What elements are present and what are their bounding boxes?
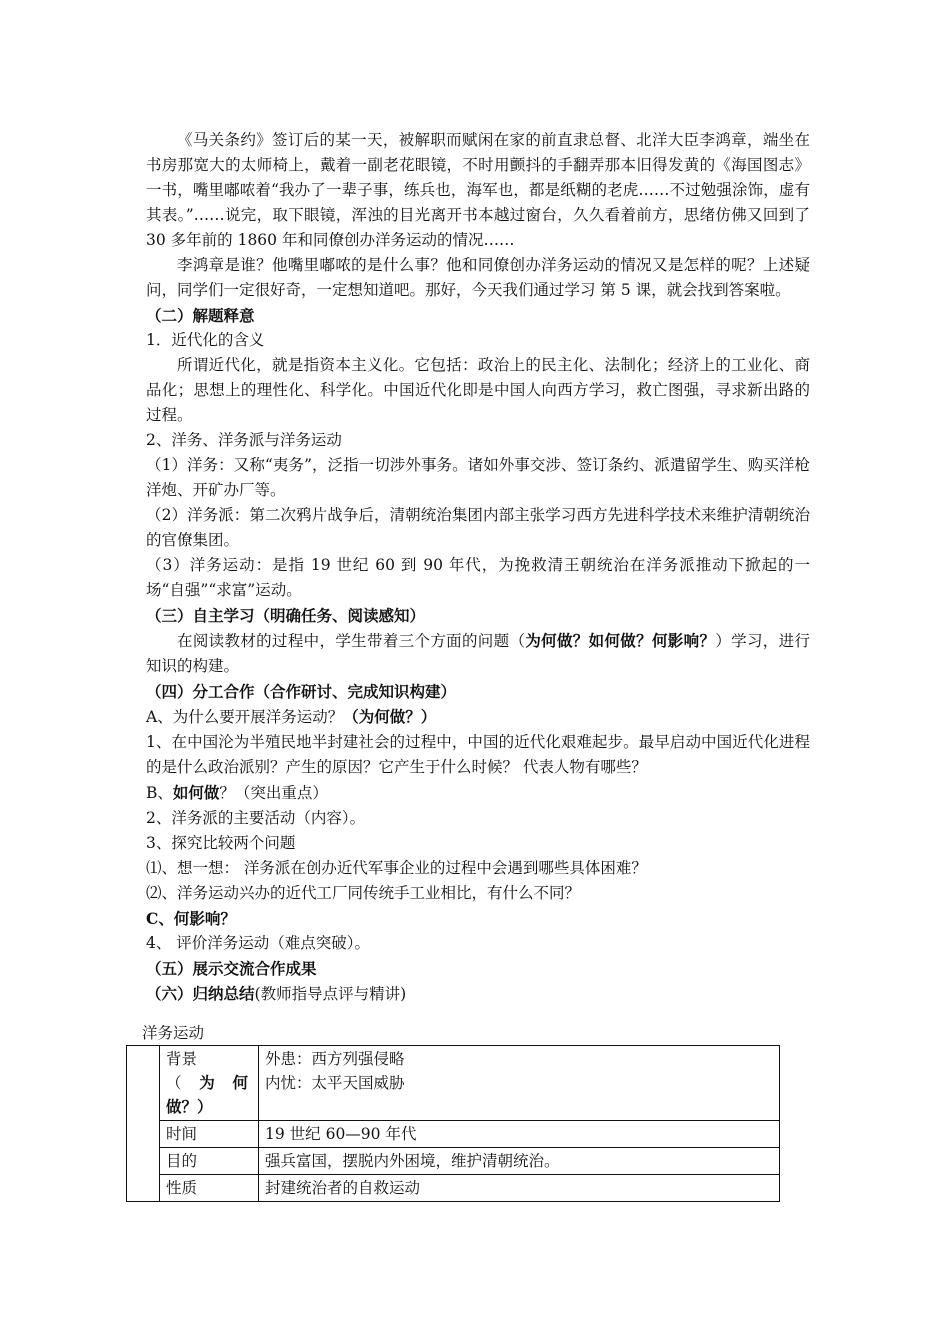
part-b-pre: B、 xyxy=(146,784,173,802)
section-6-heading xyxy=(146,981,810,1007)
background-key-he: 何 xyxy=(232,1073,248,1092)
part-a-bold: （为何做？） xyxy=(343,707,437,726)
section-3-heading: （三）自主学习（明确任务、阅读感知） xyxy=(146,606,426,625)
table-title: 洋务运动 xyxy=(142,1024,205,1042)
table-value-time: 19 世纪 60—90 年代 xyxy=(259,1121,780,1148)
part-b-line xyxy=(146,780,810,806)
table-value-nature: 封建统治者的自救运动 xyxy=(259,1175,780,1202)
part-a-text: A、为什么要开展洋务运动？ xyxy=(146,708,344,726)
section-6-heading-bold: （六）归纳总结 xyxy=(146,984,255,1003)
item-2a: （1）洋务：又称“夷务”，泛指一切涉外事务。诸如外事交涉、签订条约、派遣留学生、购买洋枪洋炮、开矿办厂等。 xyxy=(146,456,810,499)
item-1-title: 1．近代化的含义 xyxy=(146,331,265,349)
item-2-title: 2、洋务、洋务派与洋务运动 xyxy=(146,431,342,449)
background-value-2: 内忧：太平天国威胁 xyxy=(265,1074,405,1092)
background-key-line-2 xyxy=(166,1071,248,1095)
intro-paragraph-2: 李鸿章是谁？他嘴里嘟哝的是什么事？他和同僚创办洋务运动的情况又是怎样的呢？上述疑问，同学们一定很好奇，一定想知道吧。那好，今天我们通过学习 第 5 课，就会找到答案啦。 xyxy=(146,256,810,299)
background-key-zuo: 做？） xyxy=(166,1097,213,1116)
section-2-heading: （二）解题释意 xyxy=(146,306,255,325)
question-3: 3、探究比较两个问题 xyxy=(146,834,296,852)
section-3-body xyxy=(146,628,810,679)
question-1: 1、在中国沦为半殖民地半封建社会的过程中，中国的近代化艰难起步。最早启动中国近代化进程的是什么政治派别？产生的原因？它产生于什么时候？ 代表人物有哪些？ xyxy=(146,733,810,776)
background-key-wei: 为 xyxy=(199,1073,215,1092)
background-key-open-paren: （ xyxy=(166,1074,182,1092)
background-key-line-3 xyxy=(166,1095,252,1119)
item-1-body: 所谓近代化，就是指资本主义化。它包括：政治上的民主化、法制化；经济上的工业化、商品化；思想上的理性化、科学化。中国近代化即是中国人向西方学习，救亡图强，寻求新出路的过程。 xyxy=(146,356,810,424)
part-c-heading: C、何影响？ xyxy=(146,909,236,928)
intro-paragraph-1: 《马关条约》签订后的某一天，被解职而赋闲在家的前直隶总督、北洋大臣李鸿章，端坐在书房那宽大的太师椅上，戴着一副老花眼镜，不时用颤抖的手翻弄那本旧得发黄的《海国图志》一书，嘴里嘟哝着“我办了一辈子事，练兵也，海军也，都是纸糊的老虎……不过勉强涂饰，虚有其表。”……说完，取下眼镜，浑浊的目光离开书本越过窗台，久久看着前方，思绪仿佛又回到了 30 多年前的 1860 年和同僚创办洋务运动的情况…… xyxy=(146,131,810,249)
table-row-background xyxy=(127,1046,780,1121)
part-a-line xyxy=(146,704,810,730)
table-lead-column xyxy=(127,1046,160,1202)
part-b-bold: 如何做 xyxy=(172,783,220,802)
question-3b: ⑵、洋务运动兴办的近代工厂同传统手工业相比，有什么不同？ xyxy=(146,884,581,902)
document-body xyxy=(146,128,810,1007)
background-value-1: 外患：西方列强侵略 xyxy=(265,1050,405,1068)
background-key-line-1: 背景 xyxy=(166,1050,198,1068)
table-key-time: 时间 xyxy=(160,1121,259,1148)
question-3a: ⑴、想一想： 洋务派在创办近代军事企业的过程中会遇到哪些具体困难？ xyxy=(146,859,647,877)
item-2c: （3）洋务运动：是指 19 世纪 60 到 90 年代，为挽救清王朝统治在洋务派推动下掀起的一场“自强”“求富”运动。 xyxy=(146,556,810,599)
section-5-heading: （五）展示交流合作成果 xyxy=(146,959,317,978)
section-3-body-pre: 在阅读教材的过程中，学生带着三个方面的问题（ xyxy=(177,632,526,650)
table-row xyxy=(127,1148,780,1175)
table-value-purpose: 强兵富国，摆脱内外困境，维护清朝统治。 xyxy=(259,1148,780,1175)
table-key-nature: 性质 xyxy=(160,1175,259,1202)
table-row xyxy=(127,1175,780,1202)
question-2: 2、洋务派的主要活动（内容）。 xyxy=(146,809,366,827)
question-4: 4、 评价洋务运动（难点突破）。 xyxy=(146,934,371,952)
section-3-body-post: ）学习，进行知识的构建。 xyxy=(146,632,810,675)
table-key-background xyxy=(160,1046,259,1121)
section-3-body-bold: 为何做？如何做？何影响？ xyxy=(525,631,716,650)
item-2b: （2）洋务派：第二次鸦片战争后，清朝统治集团内部主张学习西方先进科学技术来维护清朝统治的官僚集团。 xyxy=(146,506,810,549)
section-6-heading-rest: (教师指导点评与精讲) xyxy=(254,985,407,1003)
section-4-heading: （四）分工合作（合作研讨、完成知识构建） xyxy=(146,682,457,701)
part-b-post: ？（突出重点） xyxy=(219,784,328,802)
summary-table xyxy=(126,1045,780,1202)
table-key-purpose: 目的 xyxy=(160,1148,259,1175)
table-row xyxy=(127,1121,780,1148)
table-value-background xyxy=(259,1046,780,1121)
